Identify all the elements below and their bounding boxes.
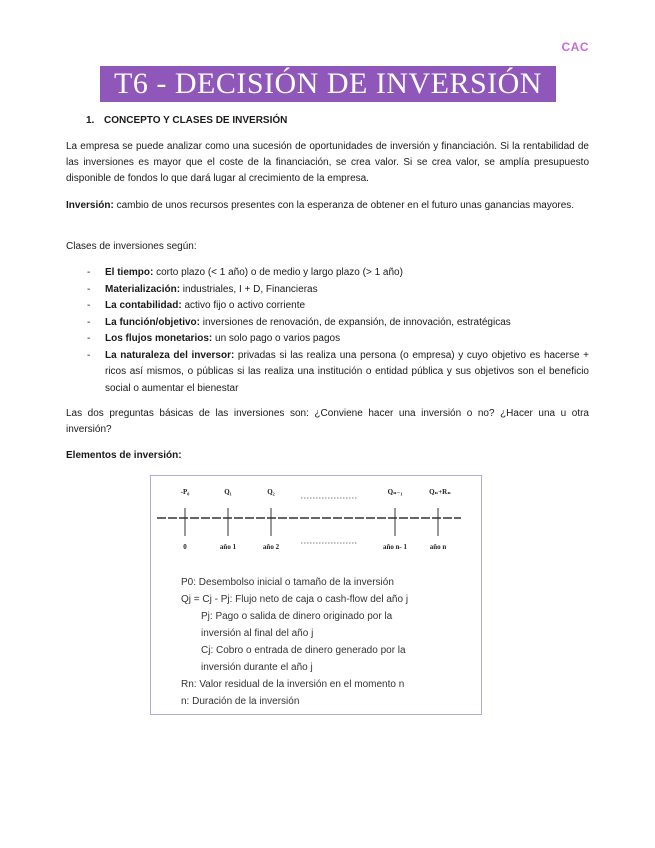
bullet-term: Los flujos monetarios: <box>105 333 213 344</box>
period-label-0: 0 <box>183 543 187 551</box>
period-label-2: año 2 <box>262 543 280 551</box>
list-item <box>87 315 589 332</box>
legend-line: inversión durante el año j <box>201 662 313 673</box>
section-title: CONCEPTO Y CLASES DE INVERSIÓN <box>104 115 288 126</box>
list-item <box>87 298 589 315</box>
bullet-dash: - <box>87 316 91 328</box>
bullet-term: Materialización: <box>105 283 181 295</box>
bullet-text: industriales, I + D, Financieras <box>180 283 318 295</box>
intro-paragraph: La empresa se puede analizar como una sucesión de oportunidades de inversión y financiación. Si la rentabilidad de las inversiones es mayor que el coste de la financiación, se crea valor. Si se crea valor, se amplía presupuesto disponible de fondos lo que dará lugar al crecimiento de la empresa. <box>66 141 589 184</box>
page-title: T6 - DECISIÓN DE INVERSIÓN <box>100 66 556 102</box>
bullet-term: La naturaleza del inversor: <box>105 349 235 361</box>
bullet-dash: - <box>87 300 91 311</box>
legend-line: Cj: Cobro o entrada de dinero generado por la <box>201 645 406 656</box>
period-label-n: año n <box>429 543 447 551</box>
legend-line: P0: Desembolso inicial o tamaño de la inversión <box>181 577 394 588</box>
elements-heading: Elementos de inversión: <box>66 450 182 461</box>
period-label-1: año 1 <box>219 543 237 551</box>
flow-label-q1: Q₁ <box>224 488 232 496</box>
flow-label-p0: -P₀ <box>180 488 190 496</box>
list-item <box>87 331 589 348</box>
bullet-text: privadas si las realiza una persona (o empresa) y cuyo objetivo es hacerse + ricos así mismos, o públicas si las realiza una institución o entidad pública y sus objetivos son el beneficio social o aumentar el bienestar <box>105 349 589 394</box>
list-item <box>87 282 589 299</box>
section-number: 1. <box>86 115 95 126</box>
legend-line: Pj: Pago o salida de dinero originado por la <box>201 611 393 622</box>
inversion-term: Inversión: <box>66 200 114 211</box>
list-item <box>87 348 589 398</box>
legend-line: Rn: Valor residual de la inversión en el momento n <box>181 679 405 690</box>
investment-timeline-figure <box>150 475 482 715</box>
bullet-text: un solo pago o varios pagos <box>212 333 341 344</box>
bullet-term: La contabilidad: <box>105 300 182 311</box>
diagram-legend <box>181 574 481 710</box>
clases-intro: Clases de inversiones según: <box>66 241 197 252</box>
preguntas-paragraph: Las dos preguntas básicas de las inversiones son: ¿Conviene hacer una inversión o no? ¿Hacer una u otra inversión? <box>66 408 589 435</box>
period-label-n-1: año n- 1 <box>382 543 408 551</box>
legend-line: Qj = Cj - Pj: Flujo neto de caja o cash-flow del año j <box>181 594 409 605</box>
flow-label-qn-rn: Qₙ+Rₙ <box>429 488 451 496</box>
clases-list <box>87 265 589 397</box>
inversion-definition <box>66 198 589 214</box>
inversion-text: cambio de unos recursos presentes con la esperanza de obtener en el futuro unas ganancias mayores. <box>113 200 575 211</box>
bullet-text: activo fijo o activo corriente <box>181 300 306 311</box>
legend-line: n: Duración de la inversión <box>181 696 300 707</box>
section-heading <box>86 115 287 126</box>
bullet-dash: - <box>87 349 91 361</box>
list-item <box>87 265 589 282</box>
bullet-dash: - <box>87 333 91 344</box>
legend-line: inversión al final del año j <box>201 628 314 639</box>
bullet-text: inversiones de renovación, de expansión, de innovación, estratégicas <box>200 316 511 328</box>
bullet-term: El tiempo: <box>105 267 154 278</box>
corner-tag: CAC <box>561 40 589 54</box>
flow-label-q2: Q₂ <box>267 488 275 496</box>
bullet-dash: - <box>87 267 91 278</box>
bullet-term: La función/objetivo: <box>105 316 200 328</box>
bullet-dash: - <box>87 283 91 295</box>
bullet-text: corto plazo (< 1 año) o de medio y largo plazo (> 1 año) <box>153 267 403 278</box>
flow-label-qn-1: Qₙ₋₁ <box>387 488 403 496</box>
